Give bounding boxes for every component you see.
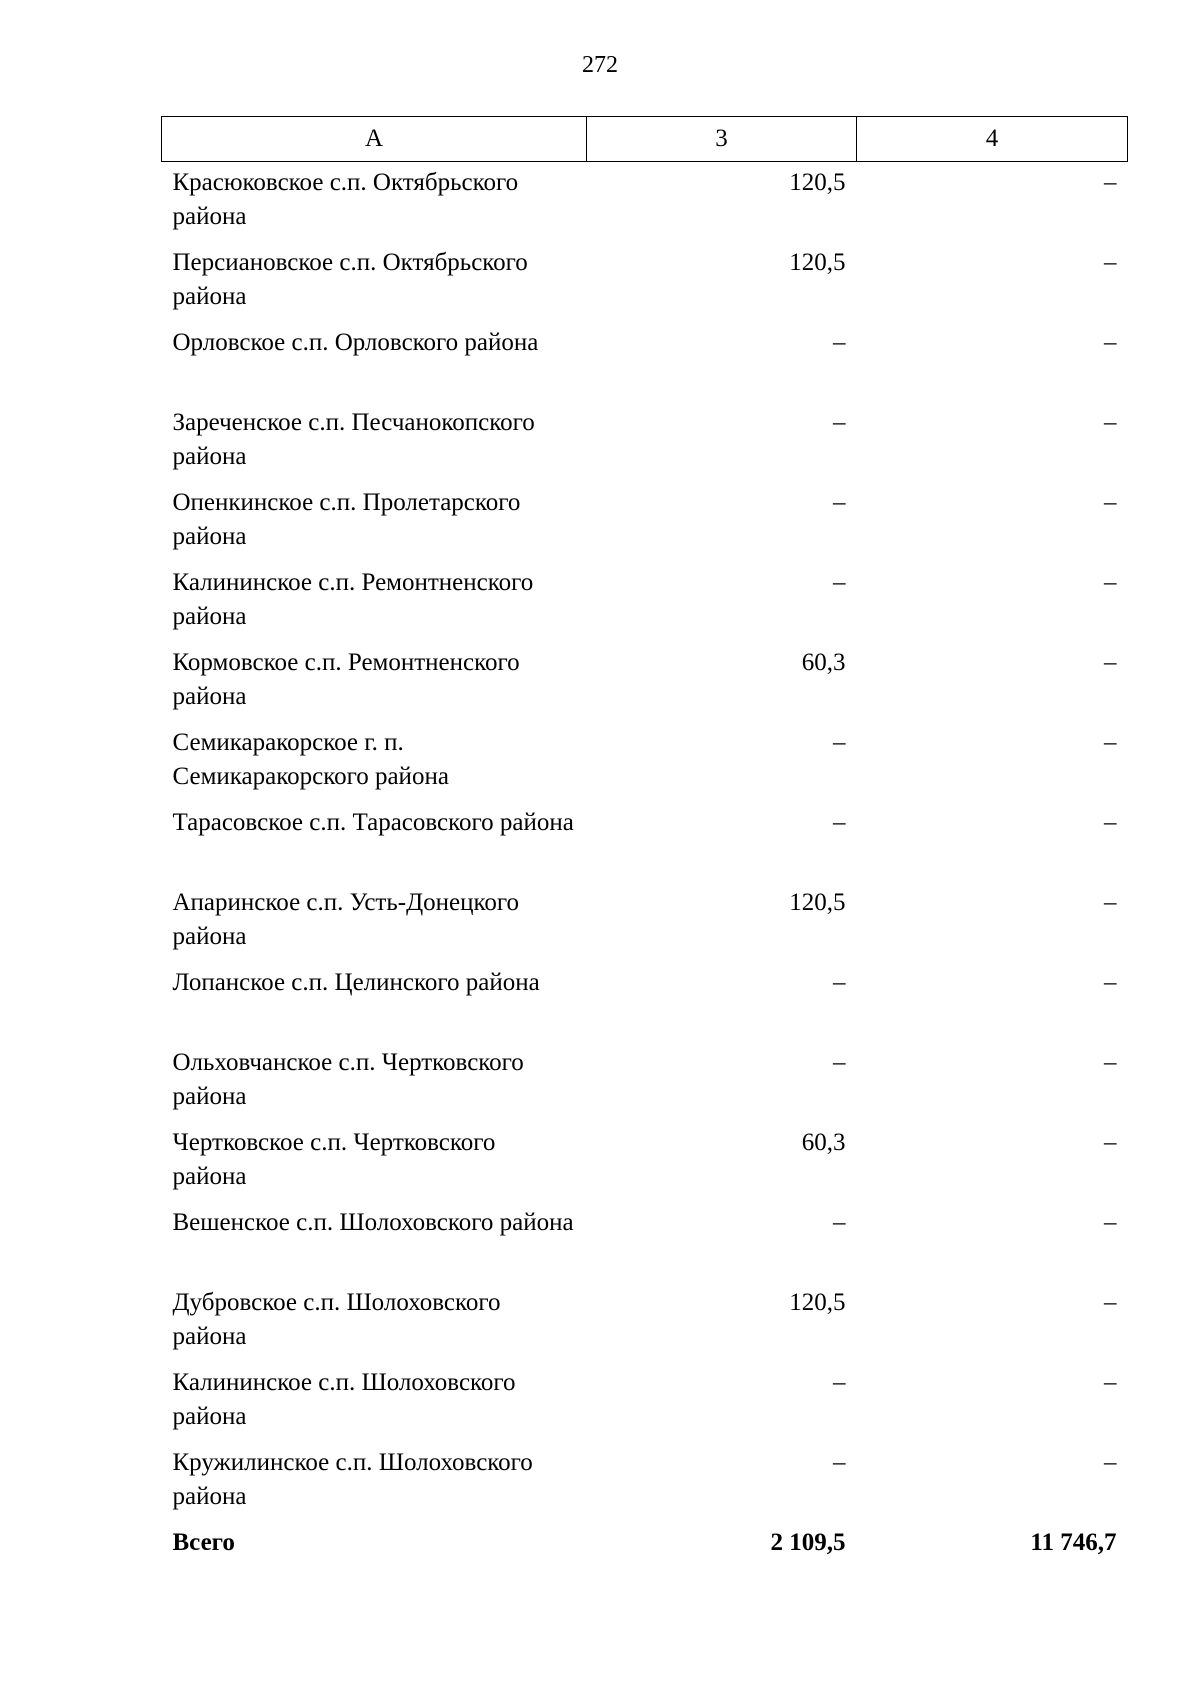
data-table [161, 116, 1128, 1566]
table-row [162, 322, 1128, 402]
value-col3: – [833, 1449, 846, 1476]
settlement-name: Тарасовское с.п. Тарасовского района [172, 809, 574, 836]
value-col3: – [833, 409, 846, 436]
settlement-name: Дубровское с.п. Шолоховского района [172, 1289, 501, 1350]
table-row [162, 1122, 1128, 1202]
header-cell-4: 4 [857, 117, 1128, 162]
value-col3: 60,3 [801, 1129, 846, 1156]
value-col3: – [833, 969, 846, 996]
table-row [162, 1442, 1128, 1522]
page-number: 272 [582, 52, 618, 78]
settlement-name: Лопанское с.п. Целинского района [172, 969, 540, 996]
settlement-name: Красюковское с.п. Октябрьского района [172, 169, 519, 230]
table-row [162, 242, 1128, 322]
value-col4: – [1104, 169, 1117, 196]
table-row [162, 962, 1128, 1042]
value-col3: 120,5 [789, 889, 846, 916]
table-row [162, 402, 1128, 482]
settlement-name: Семикаракорское г. п. Семикаракорского района [172, 729, 449, 790]
settlement-name: Калининское с.п. Шолоховского района [172, 1369, 516, 1430]
header-cell-3: 3 [587, 117, 857, 162]
value-col3: – [833, 729, 846, 756]
settlement-name: Персиановское с.п. Октябрьского района [172, 249, 528, 310]
table-row [162, 882, 1128, 962]
table-row [162, 802, 1128, 882]
settlement-name: Чертковское с.п. Чертковского района [172, 1129, 496, 1190]
value-col4: – [1104, 409, 1117, 436]
value-col4: – [1104, 1449, 1117, 1476]
value-col3: – [833, 489, 846, 516]
value-col4: – [1104, 809, 1117, 836]
value-col4: – [1104, 729, 1117, 756]
value-col3: 120,5 [789, 169, 846, 196]
table-row [162, 722, 1128, 802]
table-row [162, 1362, 1128, 1442]
settlement-name: Вешенское с.п. Шолоховского района [172, 1209, 574, 1236]
value-col4: – [1104, 969, 1117, 996]
value-col3: 120,5 [789, 249, 846, 276]
settlement-name: Орловское с.п. Орловского района [172, 329, 539, 356]
table-row [162, 1042, 1128, 1122]
value-col4: – [1104, 1289, 1117, 1316]
total-row [162, 1522, 1128, 1566]
total-col3: 2 109,5 [770, 1529, 846, 1556]
settlement-name: Кормовское с.п. Ремонтненского района [172, 649, 520, 710]
settlement-name: Ольховчанское с.п. Чертковского района [172, 1049, 524, 1110]
settlement-name: Апаринское с.п. Усть-Донецкого района [172, 889, 519, 950]
value-col4: – [1104, 889, 1117, 916]
settlement-name: Кружилинское с.п. Шолоховского района [172, 1449, 533, 1510]
settlement-name: Опенкинское с.п. Пролетарского района [172, 489, 521, 550]
value-col3: 60,3 [801, 649, 846, 676]
value-col4: – [1104, 569, 1117, 596]
table-row [162, 1282, 1128, 1362]
value-col4: – [1104, 649, 1117, 676]
table-row [162, 562, 1128, 642]
value-col4: – [1104, 489, 1117, 516]
value-col4: – [1104, 1049, 1117, 1076]
value-col3: – [833, 1209, 846, 1236]
value-col4: – [1104, 1369, 1117, 1396]
value-col4: – [1104, 1129, 1117, 1156]
value-col3: – [833, 569, 846, 596]
table-row [162, 642, 1128, 722]
table-body [162, 162, 1128, 1567]
settlement-name: Калининское с.п. Ремонтненского района [172, 569, 534, 630]
value-col4: – [1104, 249, 1117, 276]
value-col3: 120,5 [789, 1289, 846, 1316]
value-col4: – [1104, 329, 1117, 356]
table-row [162, 1202, 1128, 1282]
value-col3: – [833, 1369, 846, 1396]
table-row [162, 482, 1128, 562]
total-col4: 11 746,7 [1030, 1529, 1117, 1556]
settlement-name: Зареченское с.п. Песчанокопского района [172, 409, 535, 470]
table-row [162, 162, 1128, 243]
value-col3: – [833, 329, 846, 356]
table-header-row [162, 117, 1128, 162]
value-col4: – [1104, 1209, 1117, 1236]
header-cell-a: А [162, 117, 587, 162]
value-col3: – [833, 809, 846, 836]
total-label: Всего [172, 1529, 235, 1556]
value-col3: – [833, 1049, 846, 1076]
